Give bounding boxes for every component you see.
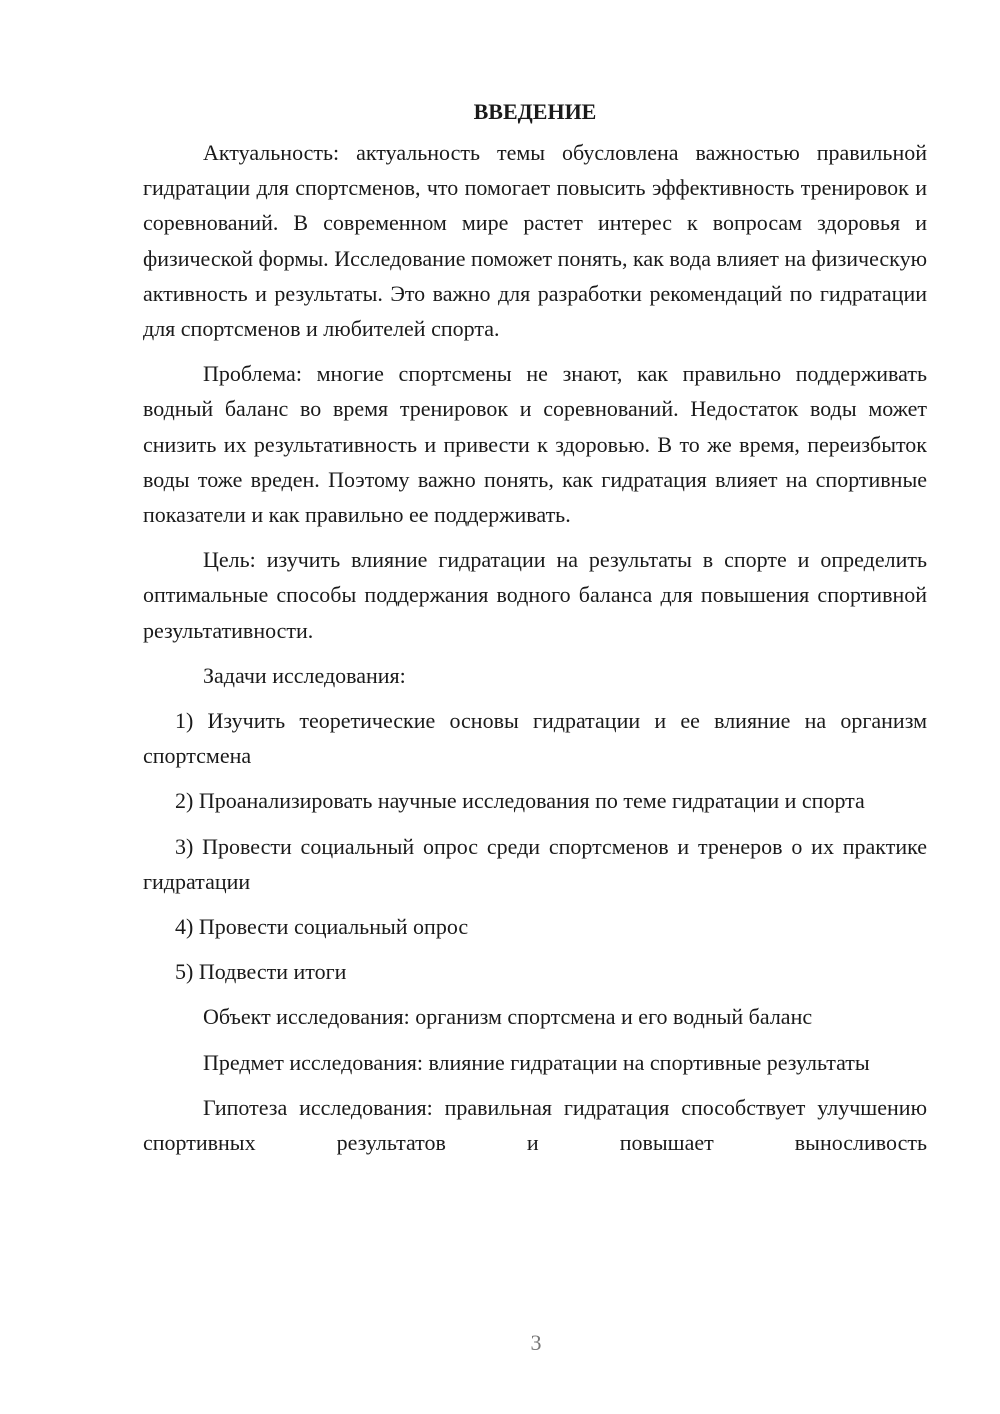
page-number: 3 [530,1330,542,1355]
subject-paragraph: Предмет исследования: влияние гидратации на спортивные результаты [203,1049,870,1075]
task-item-3: 3) Провести социальный опрос среди спортсменов и тренеров о их практике гидратации [143,833,927,894]
problem-paragraph: Проблема: многие спортсмены не знают, как правильно поддерживать водный баланс во время тренировок и соревнований. Недостаток воды может снизить их результативность и привести к здоровью. В то же время, переизбыток воды тоже вреден. Поэтому важно понять, как гидратация влияет на спортивные показатели и как правильно ее поддерживать. [143,361,927,528]
hypothesis-paragraph: Гипотеза исследования: правильная гидратация способствует улучшению спортивных результатов и повышает выносливость [143,1094,927,1156]
goal-paragraph: Цель: изучить влияние гидратации на результаты в спорте и определить оптимальные способы поддержания водного баланса для повышения спортивной результативности. [143,547,927,643]
relevance-paragraph: Актуальность: актуальность темы обусловлена важностью правильной гидратации для спортсменов, что помогает повысить эффективность тренировок и соревнований. В современном мире растет интерес к вопросам здоровья и физической формы. Исследование поможет понять, как вода влияет на физическую активность и результаты. Это важно для разработки рекомендаций по гидратации для спортсменов и любителей спорта. [143,140,927,342]
page-content [143,94,927,1160]
task-item-4: 4) Провести социальный опрос [175,914,469,940]
task-item-1: 1) Изучить теоретические основы гидратации и ее влияние на организм спортсмена [143,708,927,769]
object-paragraph: Объект исследования: организм спортсмена и его водный баланс [203,1004,813,1030]
tasks-heading: Задачи исследования: [203,662,406,688]
task-item-2: 2) Проанализировать научные исследования по теме гидратации и спорта [175,788,865,814]
section-title: ВВЕДЕНИЕ [473,99,597,124]
task-item-5: 5) Подвести итоги [175,959,347,985]
